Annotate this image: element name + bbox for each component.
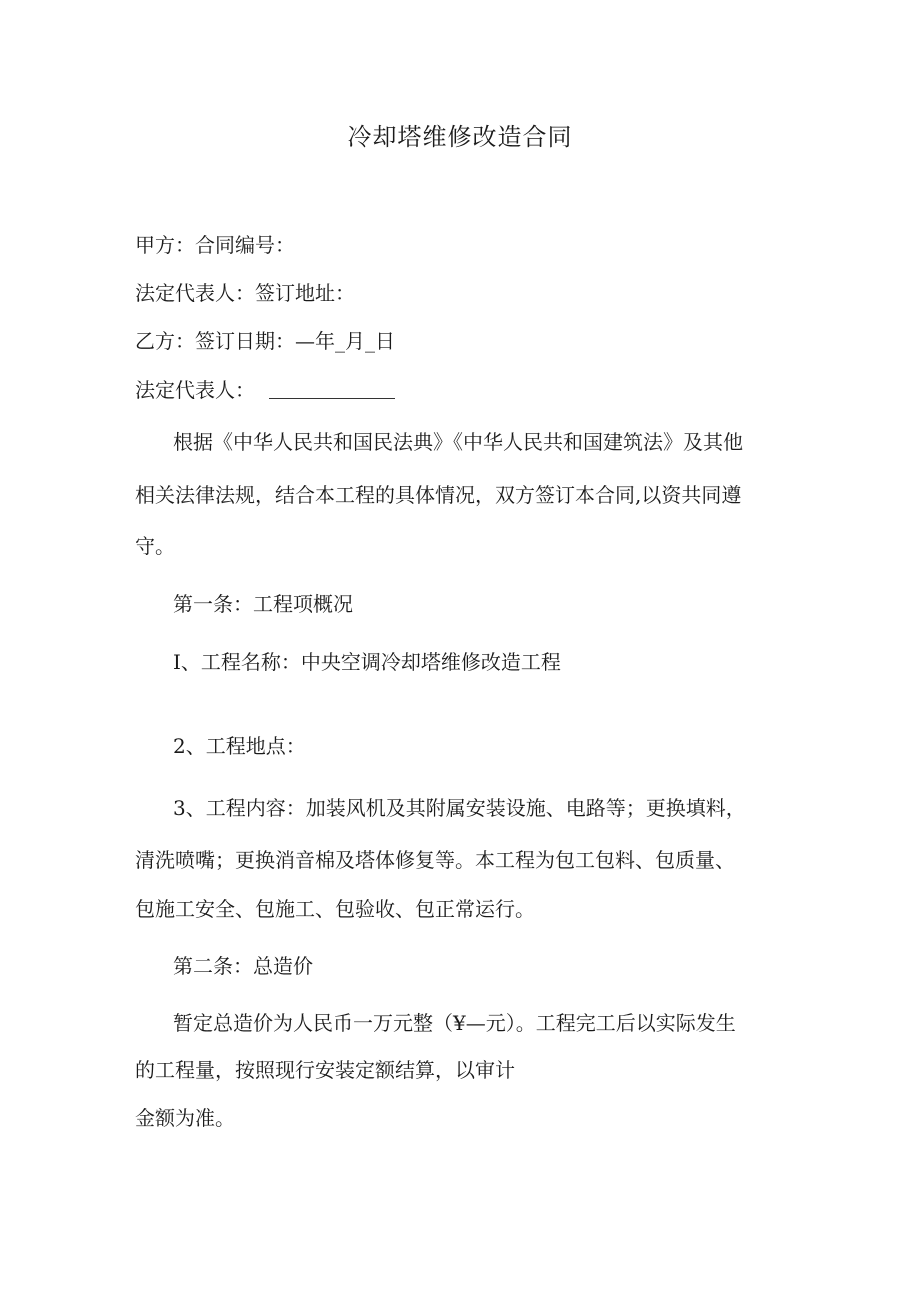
article1-item3-line2: 清洗喷嘴；更换消音棉及塔体修复等。本工程为包工包料、包质量、: [135, 848, 735, 872]
preamble-line-3: 守。: [135, 534, 175, 558]
representative-blank: [269, 380, 395, 399]
representative-label: 法定代表人：: [135, 378, 255, 402]
article1-item2: 2、工程地点：: [173, 734, 306, 758]
article1-item1: I、工程名称：中央空调冷却塔维修改造工程: [173, 650, 561, 674]
party-a-line: 甲方：合同编号：: [135, 233, 295, 257]
document-title: 冷却塔维修改造合同: [347, 123, 573, 151]
representative-sign-address-line: 法定代表人：签订地址：: [135, 281, 355, 305]
article2-text-line2: 的工程量，按照现行安装定额结算，以审计: [135, 1058, 515, 1082]
preamble-line-1: 根据《中华人民共和国民法典》《中华人民共和国建筑法》及其他: [173, 430, 743, 454]
representative-line: [135, 374, 395, 406]
article2-heading: 第二条：总造价: [173, 954, 313, 978]
article2-text-line1: 暂定总造价为人民币一万元整（¥—元）。工程完工后以实际发生: [173, 1011, 736, 1035]
preamble-line-2: 相关法律法规，结合本工程的具体情况，双方签订本合同,以资共同遵: [135, 483, 742, 507]
article2-text-line3: 金额为准。: [135, 1106, 235, 1130]
party-b-date-line: 乙方：签订日期：—年_月_日: [135, 329, 395, 353]
article1-item3-line1: 3、工程内容：加装风机及其附属安装设施、电路等；更换填料，: [173, 796, 746, 820]
article1-item3-line3: 包施工安全、包施工、包验收、包正常运行。: [135, 897, 535, 921]
article1-heading: 第一条：工程项概况: [173, 592, 353, 616]
